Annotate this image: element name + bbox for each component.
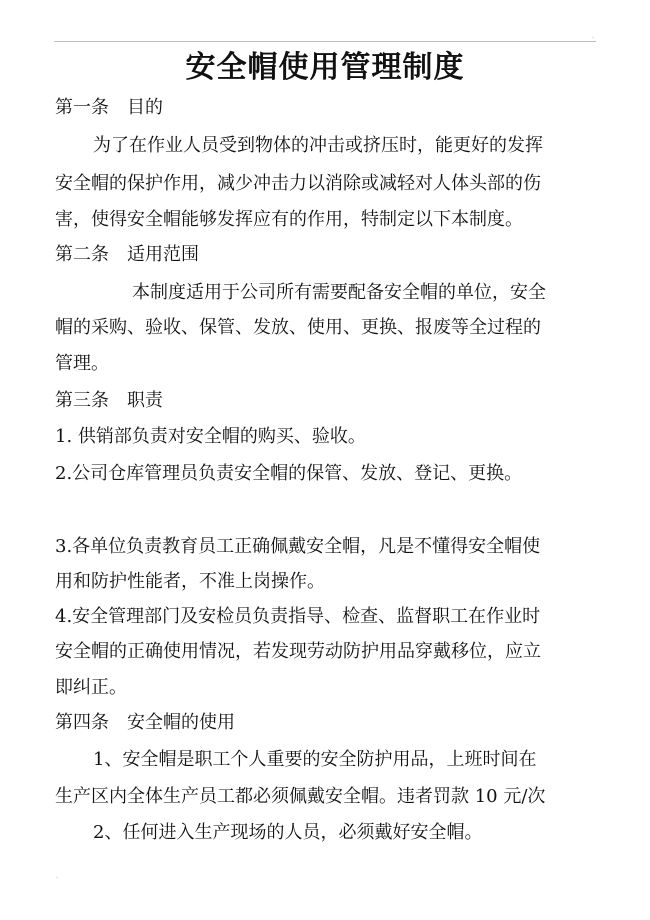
header-rule <box>54 41 596 42</box>
article-number: 第四条 <box>55 712 109 733</box>
article-title: 职责 <box>127 390 163 411</box>
list-item-continued: 即纠正。 <box>55 677 127 698</box>
article-4-heading <box>55 711 235 735</box>
list-item: 1、安全帽是职工个人重要的安全防护用品，上班时间在 <box>93 749 537 770</box>
paragraph-line: 害，使得安全帽能够发挥应有的作用，特制定以下本制度。 <box>55 209 523 230</box>
page-title: 安全帽使用管理制度 <box>185 50 465 85</box>
paragraph-line: 安全帽的保护作用，减少冲击力以消除或减轻对人体头部的伤 <box>55 173 541 194</box>
list-item: 1. 供销部负责对安全帽的购买、验收。 <box>55 426 366 447</box>
list-item-continued: 用和防护性能者，不准上岗操作。 <box>55 571 325 592</box>
article-3-heading <box>55 389 163 413</box>
list-item: 3.各单位负责教育员工正确佩戴安全帽，凡是不懂得安全帽使 <box>55 536 541 557</box>
article-number: 第三条 <box>55 390 109 411</box>
list-item-continued: 生产区内全体生产员工都必须佩戴安全帽。违者罚款 10 元/次 <box>55 786 546 807</box>
article-number: 第二条 <box>55 244 109 265</box>
corner-mark: · <box>56 875 58 882</box>
list-item: 2、任何进入生产现场的人员，必须戴好安全帽。 <box>93 822 483 843</box>
paragraph-line: 本制度适用于公司所有需要配备安全帽的单位，安全 <box>132 282 546 303</box>
list-item: 2.公司仓库管理员负责安全帽的保管、发放、登记、更换。 <box>55 463 523 484</box>
paragraph-line: 帽的采购、验收、保管、发放、使用、更换、报废等全过程的 <box>55 317 541 338</box>
article-2-heading <box>55 243 199 267</box>
article-number: 第一条 <box>55 97 109 118</box>
article-title: 适用范围 <box>127 244 199 265</box>
corner-mark: · <box>592 35 594 42</box>
article-title: 安全帽的使用 <box>127 712 235 733</box>
list-item: 4.安全管理部门及安检员负责指导、检查、监督职工在作业时 <box>55 606 541 627</box>
article-1-heading <box>55 96 163 120</box>
list-item-continued: 安全帽的正确使用情况，若发现劳动防护用品穿戴移位，应立 <box>55 641 541 662</box>
article-title: 目的 <box>127 97 163 118</box>
paragraph-line: 管理。 <box>55 353 109 374</box>
paragraph-line: 为了在作业人员受到物体的冲击或挤压时，能更好的发挥 <box>93 135 543 156</box>
